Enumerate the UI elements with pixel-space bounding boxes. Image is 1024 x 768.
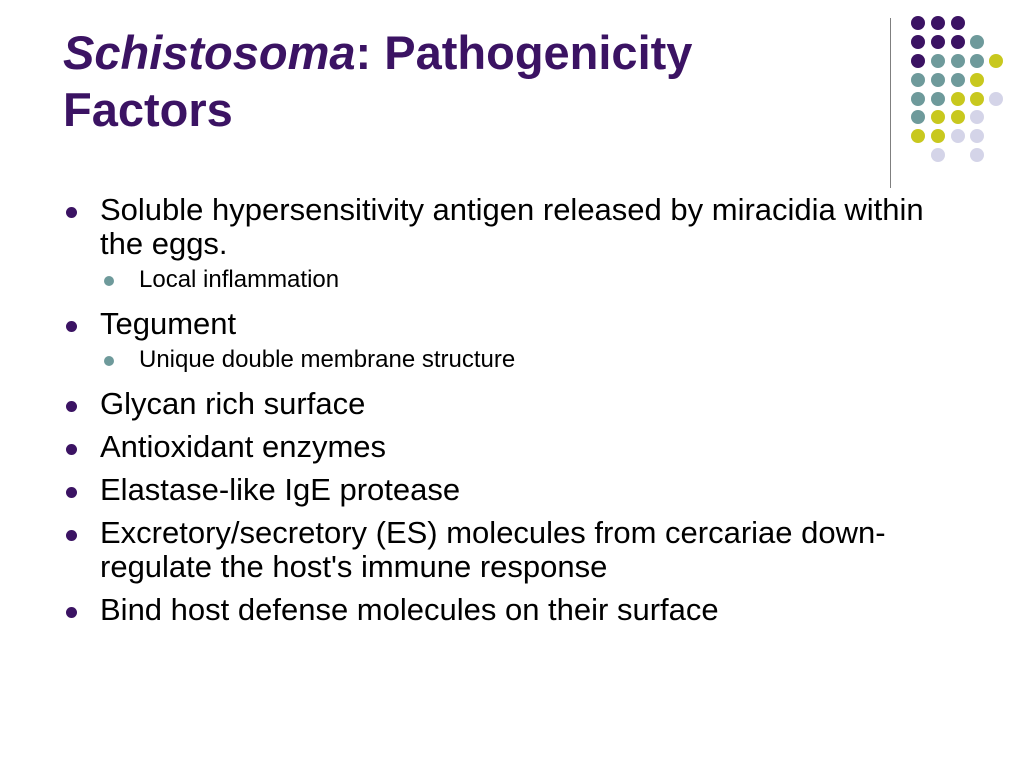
decorative-dot <box>931 35 945 49</box>
bullet-dot-icon <box>66 530 77 541</box>
decorative-dot <box>951 110 965 124</box>
bullet-dot-icon <box>66 607 77 618</box>
bullet-text: Bind host defense molecules on their surface <box>100 592 719 627</box>
bullet-item <box>62 516 962 584</box>
vertical-divider <box>890 18 891 188</box>
decorative-dot <box>911 92 925 106</box>
bullet-dot-icon <box>66 487 77 498</box>
bullet-list <box>62 193 962 636</box>
decorative-dot <box>970 110 984 124</box>
bullet-item <box>62 387 962 421</box>
bullet-dot-icon <box>66 207 77 218</box>
decorative-dot <box>951 35 965 49</box>
bullet-item <box>62 307 962 341</box>
decorative-dot <box>970 35 984 49</box>
decorative-dot <box>911 73 925 87</box>
decorative-dot <box>931 73 945 87</box>
decorative-dot <box>911 110 925 124</box>
bullet-item <box>62 193 962 261</box>
bullet-item <box>62 430 962 464</box>
decorative-dot <box>970 129 984 143</box>
sub-bullet-item <box>62 266 962 294</box>
decorative-dot <box>970 73 984 87</box>
decorative-dot <box>931 16 945 30</box>
decorative-dot <box>911 35 925 49</box>
bullet-text: Glycan rich surface <box>100 386 366 421</box>
sub-bullet-item <box>62 346 962 374</box>
bullet-item <box>62 593 962 627</box>
bullet-text: Antioxidant enzymes <box>100 429 387 464</box>
decorative-dot <box>931 148 945 162</box>
decorative-dot <box>970 54 984 68</box>
decorative-dot <box>931 110 945 124</box>
bullet-dot-icon <box>66 401 77 412</box>
bullet-text: Excretory/secretory (ES) molecules from cercariae down-regulate the host's immune response <box>100 515 886 584</box>
sub-bullet-dot-icon <box>104 276 114 286</box>
decorative-dot <box>911 54 925 68</box>
decorative-dot <box>951 54 965 68</box>
decorative-dot <box>931 92 945 106</box>
bullet-text: Tegument <box>100 306 237 341</box>
slide-title-italic: Schistosoma <box>63 26 356 79</box>
decorative-dot <box>911 129 925 143</box>
bullet-dot-icon <box>66 321 77 332</box>
decorative-dot <box>989 54 1003 68</box>
decorative-dot <box>911 16 925 30</box>
bullet-text: Soluble hypersensitivity antigen released by miracidia within the eggs. <box>100 192 924 261</box>
decorative-dot <box>970 148 984 162</box>
slide-title-rest: : Pathogenicity Factors <box>63 26 693 136</box>
slide-title <box>63 24 863 138</box>
decorative-dot <box>931 129 945 143</box>
decorative-dot <box>951 73 965 87</box>
bullet-item <box>62 473 962 507</box>
sub-bullet-text: Local inflammation <box>139 266 340 293</box>
sub-bullet-text: Unique double membrane structure <box>139 346 516 373</box>
decorative-dot <box>951 92 965 106</box>
decorative-dot <box>931 54 945 68</box>
sub-bullet-dot-icon <box>104 356 114 366</box>
bullet-text: Elastase-like IgE protease <box>100 472 461 507</box>
decorative-dot <box>951 129 965 143</box>
decorative-dot <box>951 16 965 30</box>
bullet-dot-icon <box>66 444 77 455</box>
decorative-dot <box>970 92 984 106</box>
decorative-dot <box>989 92 1003 106</box>
